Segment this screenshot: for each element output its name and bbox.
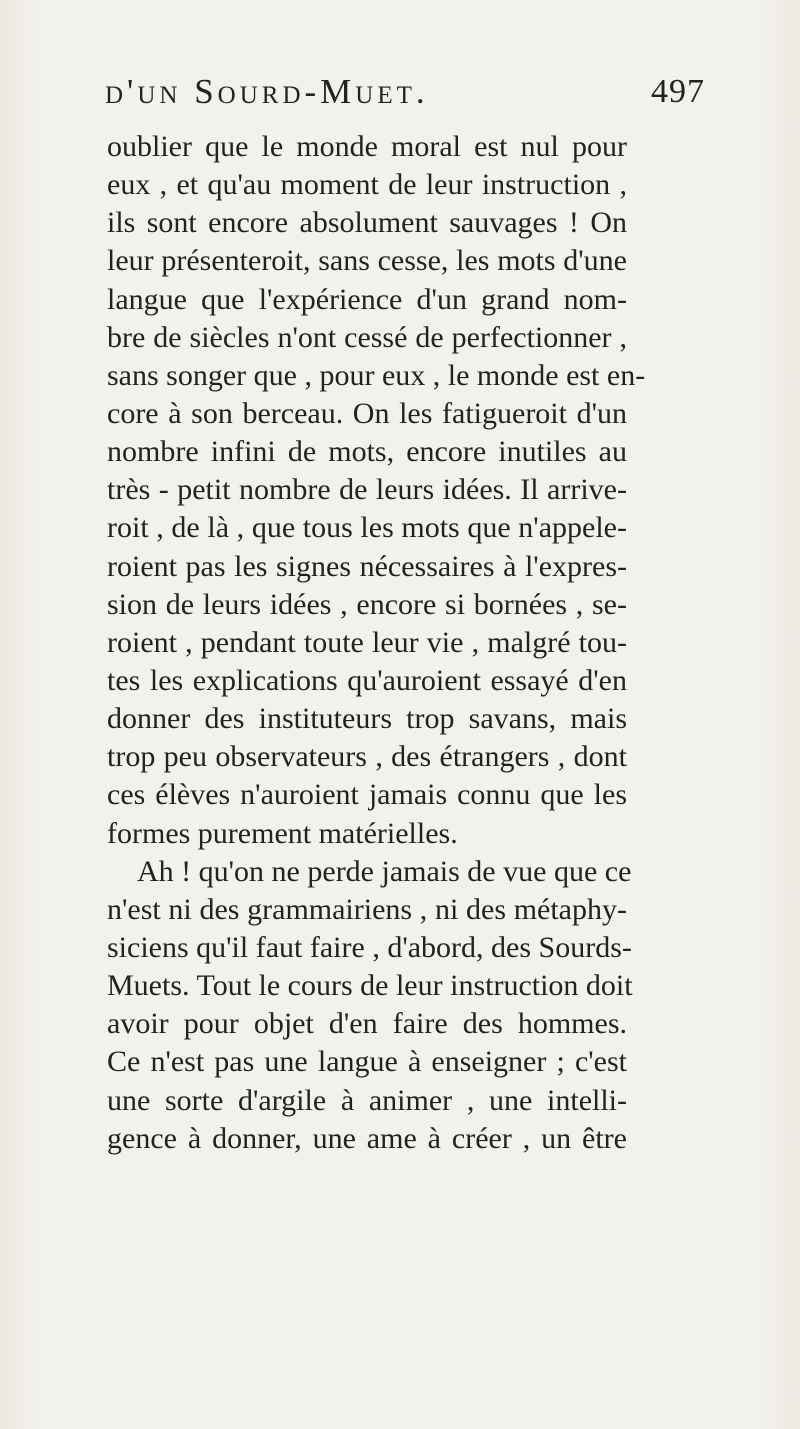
- text-line: tes les explications qu'auroient essayé d'en: [107, 663, 627, 697]
- text-line: siciens qu'il faut faire , d'abord, des Sourds-: [107, 930, 632, 964]
- text-line: trop peu observateurs , des étrangers , dont: [107, 740, 627, 774]
- text-line: roit , de là , que tous les mots que n'appele-: [107, 511, 627, 545]
- text-line: core à son berceau. On les fatigueroit d'un: [107, 396, 627, 430]
- text-line: formes purement matérielles.: [107, 816, 458, 850]
- text-line: sion de leurs idées , encore si bornées , se-: [107, 587, 627, 621]
- text-line: oublier que le monde moral est nul pour: [107, 130, 627, 163]
- paragraph-1: [107, 128, 646, 853]
- text-line: gence à donner, une ame à créer , un être: [107, 1121, 627, 1155]
- text-line: avoir pour objet d'en faire des hommes.: [107, 1007, 627, 1041]
- running-title: d'un Sourd-Muet.: [105, 72, 429, 111]
- text-line: langue que l'expérience d'un grand nom-: [107, 282, 627, 316]
- text-line: une sorte d'argile à animer , une intelli-: [107, 1083, 627, 1117]
- text-line: donner des instituteurs trop savans, mais: [107, 702, 627, 736]
- text-line: bre de siècles n'ont cessé de perfectionner ,: [107, 320, 627, 354]
- text-line: roient pas les signes nécessaires à l'expres-: [107, 549, 627, 583]
- text-line: Muets. Tout le cours de leur instruction doit: [107, 969, 633, 1003]
- text-line: eux , et qu'au moment de leur instruction ,: [107, 168, 627, 202]
- running-head: [105, 68, 705, 116]
- text-line: nombre infini de mots, encore inutiles au: [107, 435, 627, 469]
- body-text: [107, 128, 646, 1158]
- text-line: leur présenteroit, sans cesse, les mots d'une: [107, 244, 627, 278]
- paragraph-2: [107, 853, 633, 1158]
- page-number: 497: [651, 73, 705, 110]
- text-line: ces élèves n'auroient jamais connu que les: [107, 778, 627, 812]
- text-line: ils sont encore absolument sauvages ! On: [107, 206, 627, 240]
- text-line: sans songer que , pour eux , le monde est en-: [107, 358, 646, 392]
- text-line: Ce n'est pas une langue à enseigner ; c'est: [107, 1045, 627, 1079]
- text-line: très - petit nombre de leurs idées. Il arrive-: [107, 473, 627, 507]
- text-line: roient , pendant toute leur vie , malgré tou-: [107, 625, 627, 659]
- text-line: n'est ni des grammairiens , ni des métaphy-: [107, 892, 627, 926]
- text-line: Ah ! qu'on ne perde jamais de vue que ce: [137, 854, 632, 888]
